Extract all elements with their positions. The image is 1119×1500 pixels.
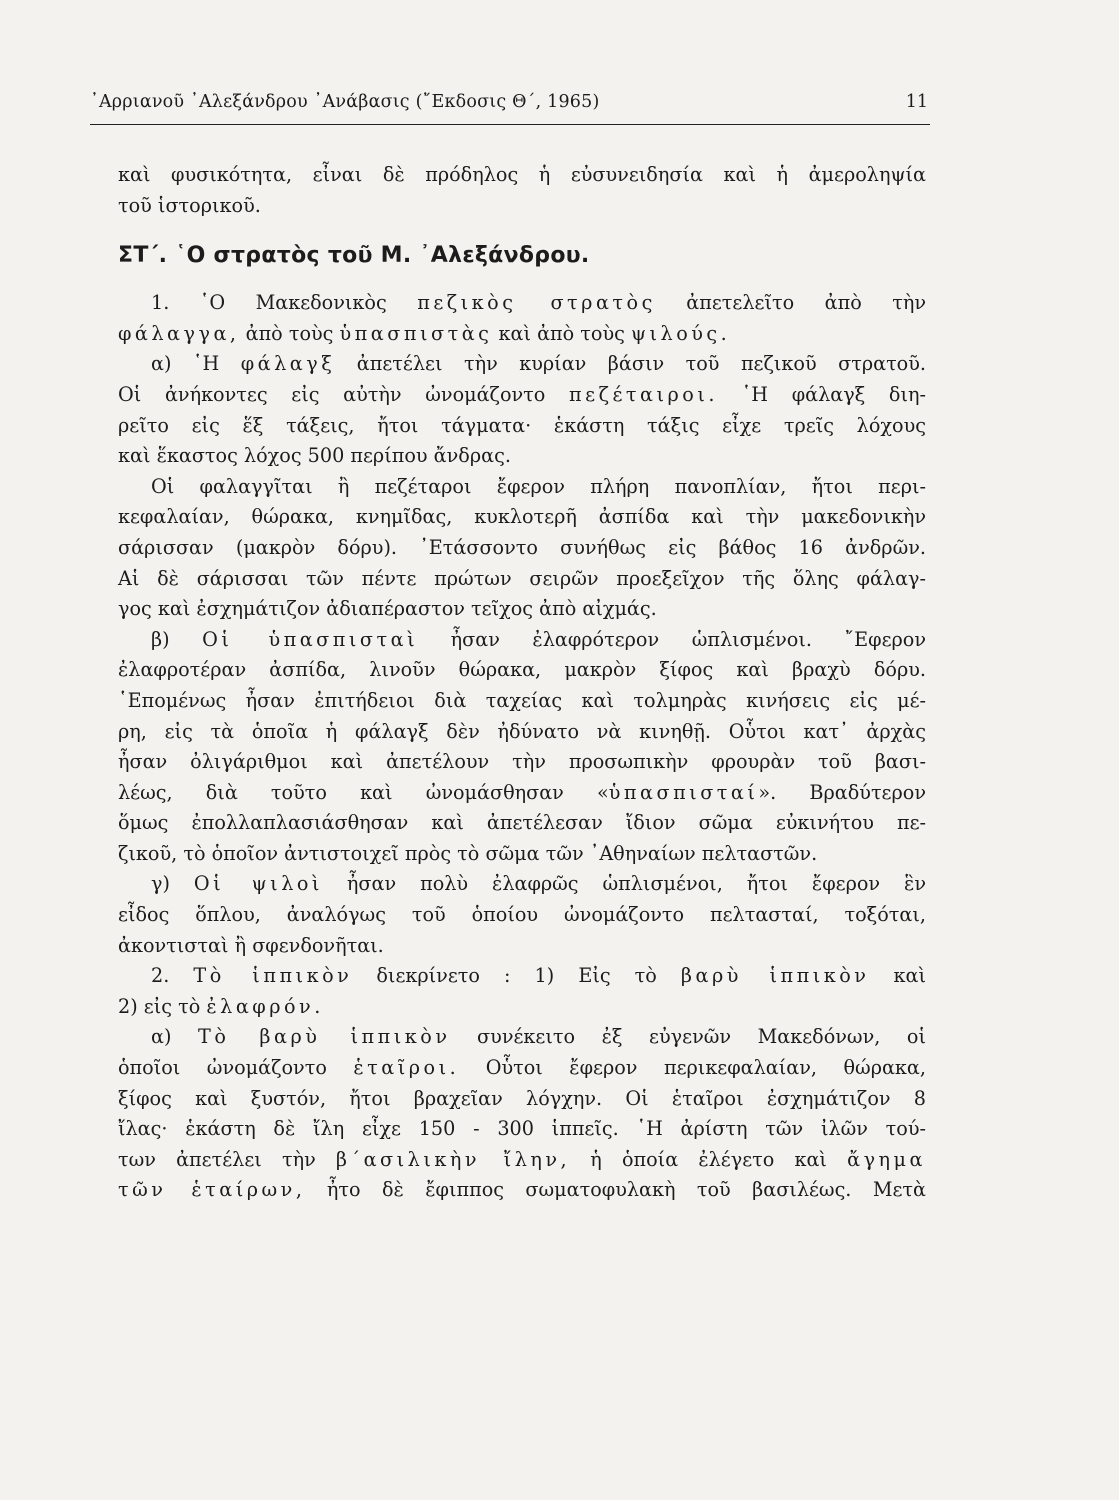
text-line <box>118 961 926 992</box>
text-run: ἀπετέλει τὴν κυρίαν βάσιν τοῦ πεζικοῦ στρατοῦ. <box>335 352 926 376</box>
spaced-term: Τὸ βαρὺ ἱππικὸν <box>198 1025 451 1049</box>
text-run: καὶ <box>869 964 926 988</box>
paragraph-light-troops <box>118 869 926 961</box>
text-line: ξίφος καὶ ξυστόν, ἤτοι βραχεῖαν λόγχην. Οἱ ἑταῖροι ἐσχημάτιζον 8 <box>118 1086 926 1110</box>
text-run: Οἱ ἀνήκοντες εἰς αὐτὴν ὠνομάζοντο <box>118 382 570 406</box>
text-run: ῾Η φάλαγξ διη- <box>717 382 926 406</box>
text-line: ἴλας· ἑκάστη δὲ ἴλη εἶχε 150 - 300 ἱππεῖς. ῾Η ἀρίστη τῶν ἰλῶν τού- <box>118 1117 926 1141</box>
spaced-term: βαρὺ ἱππικὸν <box>680 964 870 988</box>
spaced-term: Οἱ ὑπασπισταὶ <box>202 627 419 651</box>
text-run: ἡ ὁποία ἐλέγετο καὶ <box>570 1147 848 1171</box>
text-line <box>118 778 926 809</box>
text-run: ὁποῖοι ὠνομάζοντο <box>118 1056 354 1080</box>
paragraph-cavalry <box>118 961 926 1022</box>
text-line <box>118 992 926 1023</box>
text-run: ἀπετελεῖτο ἀπὸ τὴν <box>655 291 927 315</box>
spaced-term: β΄ασιλικὴν ἴλην, <box>335 1147 571 1171</box>
text-line <box>118 869 926 900</box>
page-number: 11 <box>905 92 928 112</box>
text-run: β) <box>151 627 203 651</box>
spaced-term: ὑπασπιστὰς <box>339 321 493 345</box>
spaced-term: ἄγημα <box>847 1147 926 1171</box>
text-run: 2. <box>151 964 194 988</box>
text-line <box>118 1175 926 1206</box>
spaced-term: φάλαγξ <box>240 352 336 376</box>
spaced-term: φάλαγγα, <box>118 321 240 345</box>
text-line: καὶ φυσικότητα, εἶναι δὲ πρόδηλος ἡ εὐσυνειδησία καὶ ἡ ἀμεροληψία <box>118 163 926 186</box>
spaced-term: πεζέταιροι. <box>569 382 718 406</box>
text-line: ζικοῦ, τὸ ὁποῖον ἀντιστοιχεῖ πρὸς τὸ σῶμα τῶν ᾿Αθηναίων πελταστῶν. <box>118 841 818 865</box>
spaced-term: πεζικὸς στρατὸς <box>417 291 656 315</box>
text-line: ρεῖτο εἰς ἕξ τάξεις, ἤτοι τάγματα· ἑκάστη τάξις εἶχε τρεῖς λόχους <box>118 413 926 437</box>
page-body <box>118 160 926 1206</box>
text-line <box>118 288 926 319</box>
paragraph-army-composition <box>118 288 926 349</box>
text-run: α) <box>151 1025 199 1049</box>
text-run: α) ῾Η <box>151 352 241 376</box>
text-line <box>118 349 926 380</box>
spaced-term: ψιλούς. <box>630 321 731 345</box>
text-run: διεκρίνετο : 1) Εἰς τὸ <box>352 964 681 988</box>
text-run: Οὗτοι ἔφερον περικεφαλαίαν, θώρακα, <box>459 1056 926 1080</box>
text-line <box>118 319 926 350</box>
text-line: καὶ ἕκαστος λόχος 500 περίπου ἄνδρας. <box>118 444 511 468</box>
text-run: 2) εἰς τὸ <box>118 994 207 1018</box>
paragraph-heavy-cavalry <box>118 1022 926 1206</box>
running-header <box>90 88 930 125</box>
text-run: ἦσαν πολὺ ἐλαφρῶς ὡπλισμένοι, ἤτοι ἔφερον ἓν <box>322 872 926 896</box>
spaced-term: ὑπασπισταί <box>608 780 759 804</box>
text-line <box>118 625 926 656</box>
intro-paragraph <box>118 160 926 221</box>
text-run: ἦτο δὲ ἔφιππος σωματοφυλακὴ τοῦ βασιλέως. Μετὰ <box>305 1178 926 1202</box>
text-line: ρη, εἰς τὰ ὁποῖα ἡ φάλαγξ δὲν ἠδύνατο νὰ κινηθῇ. Οὗτοι κατ᾿ ἀρχὰς <box>118 719 926 743</box>
paragraph-hypaspists <box>118 625 926 870</box>
text-line: Αἱ δὲ σάρισσαι τῶν πέντε πρώτων σειρῶν προεξεῖχον τῆς ὅλης φάλαγ- <box>118 566 926 590</box>
text-line <box>118 380 926 411</box>
spaced-term: τῶν ἑταίρων, <box>118 1178 306 1202</box>
text-run: καὶ ἀπὸ τοὺς <box>492 321 631 345</box>
text-line <box>118 1053 926 1084</box>
spaced-term: ἑταῖροι. <box>353 1056 460 1080</box>
spaced-term: ἐλαφρόν. <box>206 994 324 1018</box>
text-line: εἶδος ὅπλου, ἀναλόγως τοῦ ὁποίου ὠνομάζοντο πελτασταί, τοξόται, <box>118 903 926 927</box>
text-line: γος καὶ ἐσχημάτιζον ἀδιαπέραστον τεῖχος ἀπὸ αἰχμάς. <box>118 597 657 621</box>
text-line: σάρισσαν (μακρὸν δόρυ). ᾿Ετάσσοντο συνήθως εἰς βάθος 16 ἀνδρῶν. <box>118 535 926 559</box>
text-run: ἀπὸ τοὺς <box>239 321 340 345</box>
section-heading: ΣΤ΄. ῾Ο στρατὸς τοῦ Μ. ᾿Αλεξάνδρου. <box>118 243 590 269</box>
text-line: ἦσαν ὀλιγάριθμοι καὶ ἀπετέλουν τὴν προσωπικὴν φρουρὰν τοῦ βασι- <box>118 750 926 774</box>
text-run: συνέκειτο ἐξ εὐγενῶν Μακεδόνων, οἱ <box>450 1025 926 1049</box>
text-line: κεφαλαίαν, θώρακα, κνημῖδας, κυκλοτερῆ ἀσπίδα καὶ τὴν μακεδονικὴν <box>118 505 926 529</box>
header-title: ᾿Αρριανοῦ ᾿Αλεξάνδρου ᾿Ανάβασις (῎Εκδοσις Θ΄, 1965) <box>90 92 600 112</box>
text-run: ». Βραδύτερον <box>758 780 926 804</box>
text-run: των ἀπετέλει τὴν <box>118 1147 336 1171</box>
text-line: ὅμως ἐπολλαπλασιάσθησαν καὶ ἀπετέλεσαν ἴδιον σῶμα εὐκινήτου πε- <box>118 811 926 835</box>
spaced-term: Οἱ ψιλοὶ <box>193 872 323 896</box>
text-run: γ) <box>151 872 194 896</box>
text-line: ῾Επομένως ἦσαν ἐπιτήδειοι διὰ ταχείας καὶ τολμηρὰς κινήσεις εἰς μέ- <box>118 688 926 712</box>
text-line: ἀκοντισταὶ ἢ σφενδονῆται. <box>118 933 384 957</box>
text-line <box>118 1022 926 1053</box>
spaced-term: Τὸ ἱππικὸν <box>193 964 353 988</box>
text-run: 1. ῾Ο Μακεδονικὸς <box>151 291 418 315</box>
text-run: ἦσαν ἐλαφρότερον ὡπλισμένοι. ῎Εφερον <box>418 627 927 651</box>
paragraph-phalanx <box>118 349 926 471</box>
text-line <box>118 1145 926 1176</box>
text-line: ἐλαφροτέραν ἀσπίδα, λινοῦν θώρακα, μακρὸν ξίφος καὶ βραχὺ δόρυ. <box>118 658 926 682</box>
text-line: Οἱ φαλαγγῖται ἢ πεζέταροι ἔφερον πλήρη πανοπλίαν, ἤτοι περι- <box>151 474 926 498</box>
paragraph-phalangites <box>118 472 926 625</box>
text-run: λέως, διὰ τοῦτο καὶ ὠνομάσθησαν « <box>118 780 609 804</box>
text-line: τοῦ ἱστορικοῦ. <box>118 193 261 217</box>
